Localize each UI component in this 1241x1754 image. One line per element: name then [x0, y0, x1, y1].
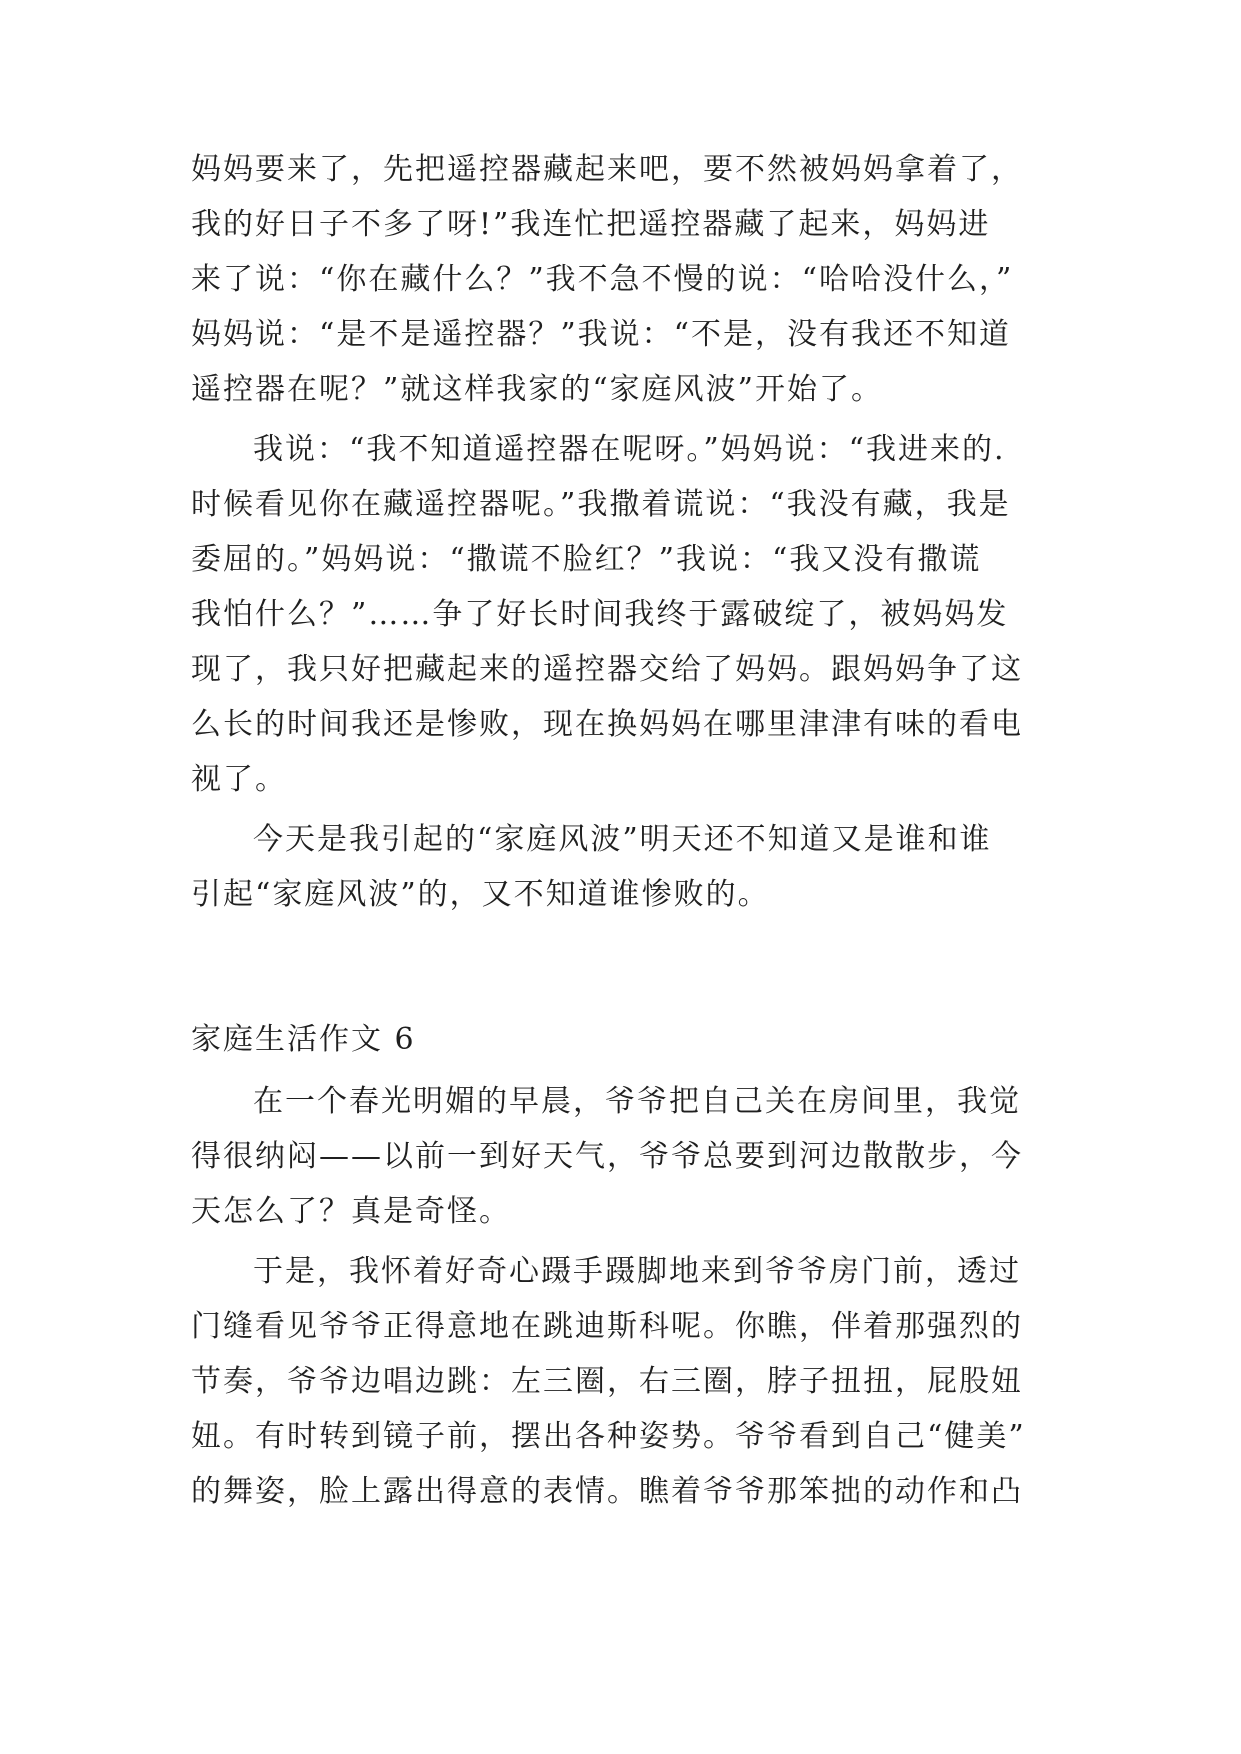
text-line: 天怎么了？真是奇怪。 [191, 1194, 511, 1229]
section-title: 家庭生活作文 6 [191, 1022, 416, 1057]
text-line: 妞。有时转到镜子前，摆出各种姿势。爷爷看到自己“健美” [191, 1419, 1026, 1454]
text-line: 节奏，爷爷边唱边跳：左三圈，右三圈，脖子扭扭，屁股妞 [191, 1364, 1023, 1399]
text-line: 视了。 [191, 762, 287, 797]
paragraph-first-line: 于是，我怀着好奇心蹑手蹑脚地来到爷爷房门前，透过 [253, 1254, 1021, 1289]
text-line: 妈妈说：“是不是遥控器？”我说：“不是，没有我还不知道 [191, 317, 1012, 352]
text-line: 来了说：“你在藏什么？”我不急不慢的说：“哈哈没什么，” [191, 262, 1014, 297]
text-line: 现了，我只好把藏起来的遥控器交给了妈妈。跟妈妈争了这 [191, 652, 1023, 687]
paragraph-first-line: 在一个春光明媚的早晨，爷爷把自己关在房间里，我觉 [253, 1084, 1021, 1119]
text-line: 时候看见你在藏遥控器呢。”我撒着谎说：“我没有藏，我是 [191, 487, 1011, 522]
text-line: 妈妈要来了，先把遥控器藏起来吧，要不然被妈妈拿着了， [191, 152, 1023, 187]
paragraph-first-line: 我说：“我不知道遥控器在呢呀。”妈妈说：“我进来的. [253, 432, 1006, 467]
paragraph-first-line: 今天是我引起的“家庭风波”明天还不知道又是谁和谁 [253, 822, 992, 857]
text-line: 门缝看见爷爷正得意地在跳迪斯科呢。你瞧，伴着那强烈的 [191, 1309, 1023, 1344]
text-line: 遥控器在呢？”就这样我家的“家庭风波”开始了。 [191, 372, 884, 407]
text-line: 我的好日子不多了呀!”我连忙把遥控器藏了起来，妈妈进 [191, 207, 991, 242]
text-line: 委屈的。”妈妈说：“撒谎不脸红？”我说：“我又没有撒谎 [191, 542, 982, 577]
text-line: 么长的时间我还是惨败，现在换妈妈在哪里津津有味的看电 [191, 707, 1023, 742]
text-line: 的舞姿，脸上露出得意的表情。瞧着爷爷那笨拙的动作和凸 [191, 1474, 1023, 1509]
text-line: 我怕什么？”……争了好长时间我终于露破绽了，被妈妈发 [191, 597, 1009, 632]
text-line: 引起“家庭风波”的，又不知道谁惨败的。 [191, 877, 770, 912]
text-line: 得很纳闷——以前一到好天气，爷爷总要到河边散散步，今 [191, 1139, 1023, 1174]
